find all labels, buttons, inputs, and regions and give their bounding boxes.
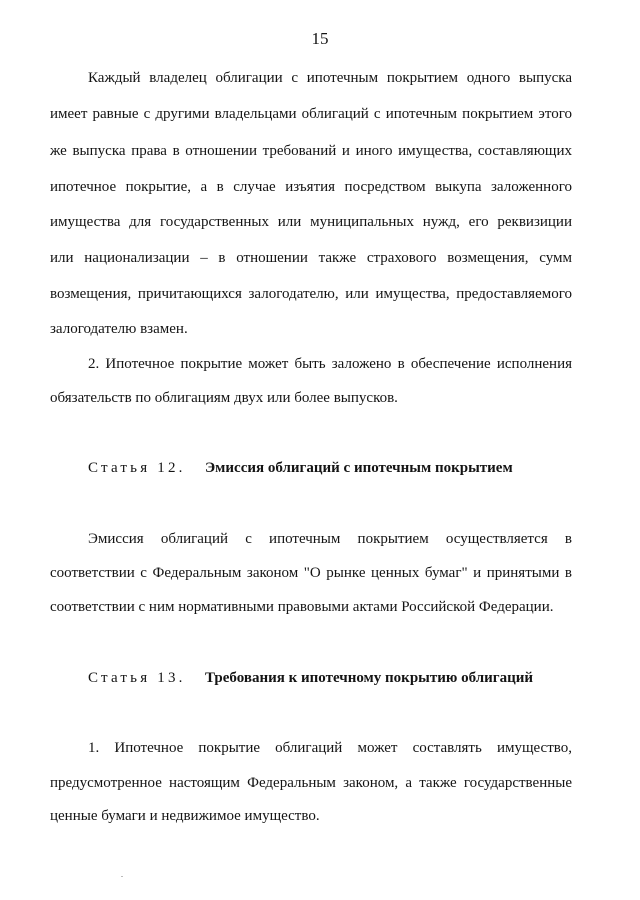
text-line: соответствии с Федеральным законом "О рынке ценных бумаг" и принятыми в <box>50 565 572 581</box>
text-line: 2. Ипотечное покрытие может быть заложено в обеспечение исполнения <box>88 356 572 372</box>
text-line: предусмотренное настоящим Федеральным законом, а также государственные <box>50 775 572 791</box>
article-label: Статья 12. <box>88 460 186 476</box>
text-line: имеет равные с другими владельцами облигаций с ипотечным покрытием этого <box>50 106 572 122</box>
text-line: или национализации – в отношении также страхового возмещения, сумм <box>50 250 572 266</box>
article-label: Статья 13. <box>88 670 186 686</box>
scan-speck <box>121 876 123 877</box>
article-13-heading <box>88 668 534 688</box>
text-line: же выпуска права в отношении требований и иного имущества, составляющих <box>50 143 572 159</box>
text-line: Каждый владелец облигации с ипотечным покрытием одного выпуска <box>88 70 572 86</box>
article-12-heading <box>88 458 513 478</box>
article-title: Эмиссия облигаций с ипотечным покрытием <box>205 460 513 476</box>
text-line: ипотечное покрытие, а в случае изъятия посредством выкупа заложенного <box>50 179 572 195</box>
page-number: 15 <box>311 29 329 48</box>
text-line: возмещения, причитающихся залогодателю, или имущества, предоставляемого <box>50 286 572 302</box>
text-line: залогодателю взамен. <box>50 321 188 337</box>
text-line: соответствии с ним нормативными правовыми актами Российской Федерации. <box>50 599 554 615</box>
article-title: Требования к ипотечному покрытию облигаций <box>205 670 534 686</box>
text-line: 1. Ипотечное покрытие облигаций может составлять имущество, <box>88 740 572 756</box>
text-line: обязательств по облигациям двух или более выпусков. <box>50 390 398 406</box>
text-line: имущества для государственных или муниципальных нужд, его реквизиции <box>50 214 572 230</box>
text-line: ценные бумаги и недвижимое имущество. <box>50 808 320 824</box>
text-line: Эмиссия облигаций с ипотечным покрытием осуществляется в <box>88 531 572 547</box>
